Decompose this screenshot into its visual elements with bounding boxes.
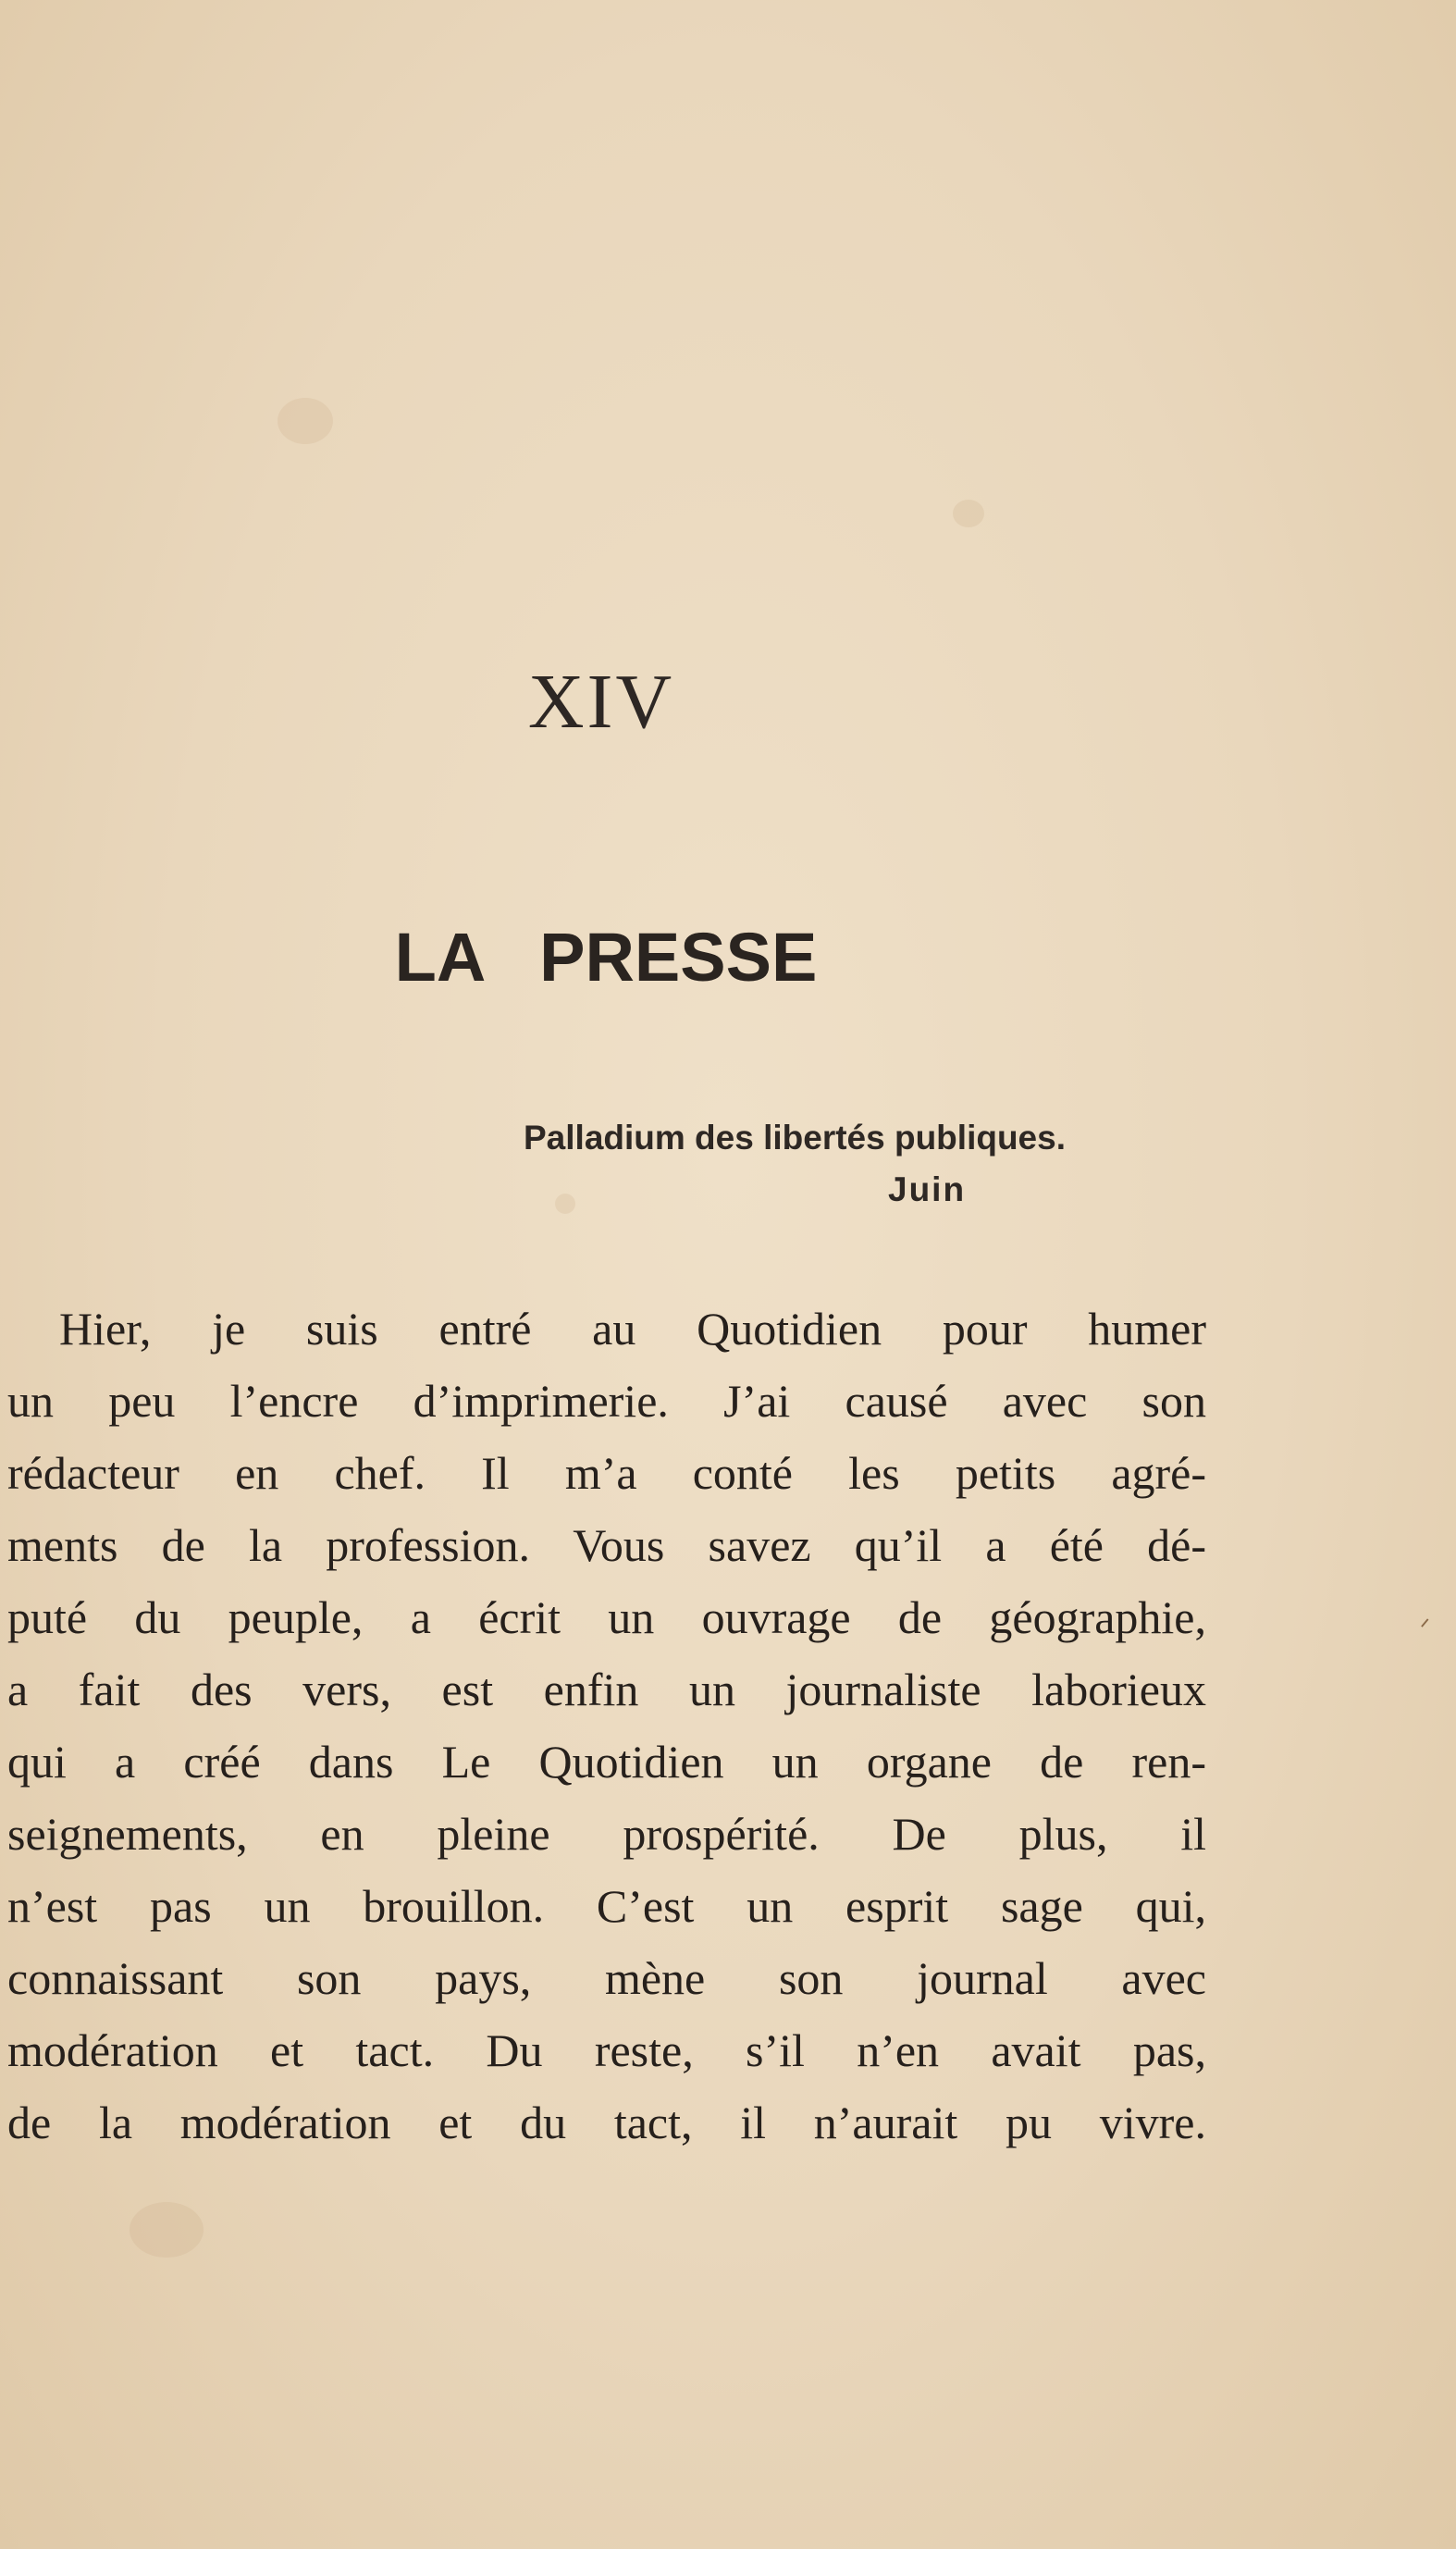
text-line: un peu l’encre d’imprimerie. J’ai causé avec son xyxy=(7,1375,1206,1427)
epigraph-date: Juin xyxy=(888,1170,967,1208)
text-line: Hier, je suis entré au Quotidien pour humer xyxy=(59,1303,1206,1355)
text-line: puté du peuple, a écrit un ouvrage de géographie, xyxy=(7,1591,1206,1643)
chapter-title: LA PRESSE xyxy=(394,919,818,996)
paper-stain xyxy=(130,2202,204,2258)
text-line: a fait des vers, est enfin un journaliste laborieux xyxy=(7,1664,1206,1715)
text-line: de la modération et du tact, il n’aurait pu vivre. xyxy=(7,2097,1206,2148)
margin-mark: ᐟ xyxy=(1420,1615,1431,1641)
text-line: n’est pas un brouillon. C’est un esprit sage qui, xyxy=(7,1880,1206,1932)
chapter-number: XIV xyxy=(527,659,675,745)
text-line: ments de la profession. Vous savez qu’il a été dé- xyxy=(7,1519,1206,1571)
text-line: connaissant son pays, mène son journal avec xyxy=(7,1952,1206,2004)
text-line: rédacteur en chef. Il m’a conté les petits agré- xyxy=(7,1447,1206,1499)
text-line: qui a créé dans Le Quotidien un organe de ren- xyxy=(7,1736,1206,1788)
paper-stain xyxy=(278,398,333,444)
text-line: seignements, en pleine prospérité. De plus, il xyxy=(7,1808,1206,1860)
epigraph-quote: Palladium des libertés publiques. xyxy=(524,1119,1066,1157)
epigraph xyxy=(518,1112,1203,1216)
paper-stain xyxy=(953,500,984,527)
body-paragraph xyxy=(7,1293,1206,2159)
text-line: modération et tact. Du reste, s’il n’en avait pas, xyxy=(7,2024,1206,2076)
